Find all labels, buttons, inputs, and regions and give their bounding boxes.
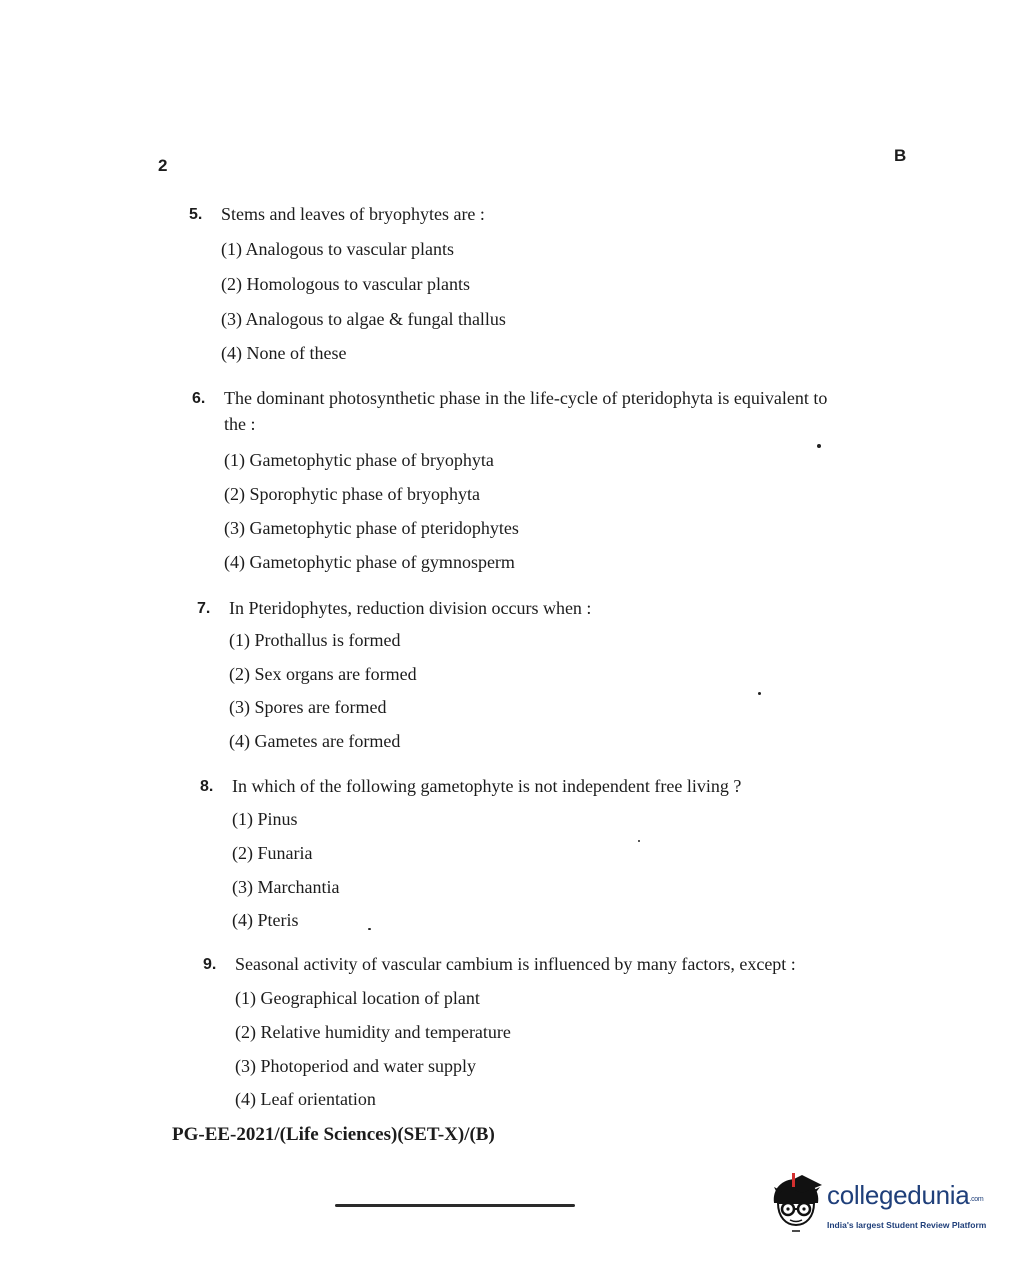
question-7 (197, 596, 897, 756)
scan-speck (817, 444, 821, 448)
scan-speck (368, 928, 371, 930)
question-text: Stems and leaves of bryophytes are : (221, 204, 485, 224)
option-3: (3) Marchantia (232, 877, 340, 897)
option-2: (2) Sporophytic phase of bryophyta (224, 484, 480, 504)
option-3: (3) Analogous to algae & fungal thallus (221, 309, 506, 329)
option-1: (1) Geographical location of plant (235, 988, 480, 1008)
option-1: (1) Gametophytic phase of bryophyta (224, 450, 494, 470)
option-2: (2) Funaria (232, 843, 313, 863)
option-1: (1) Prothallus is formed (229, 630, 401, 650)
divider-line (335, 1204, 575, 1207)
paper-code: PG-EE-2021/(Life Sciences)(SET-X)/(B) (172, 1124, 495, 1145)
question-text: The dominant photosynthetic phase in the life-cycle of pteridophyta is equivalent to (224, 388, 828, 408)
question-text-continued: the : (224, 414, 256, 434)
set-code: B (894, 146, 907, 165)
brand-tagline: India's largest Student Review Platform (827, 1220, 987, 1230)
option-4: (4) None of these (221, 343, 347, 363)
option-2: (2) Homologous to vascular plants (221, 274, 470, 294)
option-3: (3) Gametophytic phase of pteridophytes (224, 518, 519, 538)
option-2: (2) Sex organs are formed (229, 664, 417, 684)
option-3: (3) Spores are formed (229, 697, 387, 717)
question-text: In which of the following gametophyte is not independent free living ? (232, 776, 742, 796)
question-number: 8. (200, 778, 214, 795)
scan-speck (638, 840, 640, 842)
question-number: 9. (203, 956, 217, 973)
question-number: 7. (197, 600, 211, 617)
question-number: 6. (192, 390, 206, 407)
question-text: Seasonal activity of vascular cambium is influenced by many factors, except : (235, 954, 796, 974)
question-5 (189, 202, 889, 372)
brand-domain: .com (969, 1196, 984, 1203)
question-8 (200, 774, 900, 934)
option-2: (2) Relative humidity and temperature (235, 1022, 511, 1042)
option-3: (3) Photoperiod and water supply (235, 1056, 476, 1076)
question-number: 5. (189, 206, 203, 223)
question-9 (203, 952, 903, 1117)
question-6 (192, 386, 902, 581)
option-1: (1) Pinus (232, 809, 298, 829)
collegedunia-logo[interactable] (768, 1173, 998, 1233)
option-4: (4) Gametes are formed (229, 731, 401, 751)
option-1: (1) Analogous to vascular plants (221, 239, 454, 259)
option-4: (4) Leaf orientation (235, 1089, 376, 1109)
question-text: In Pteridophytes, reduction division occurs when : (229, 598, 592, 618)
brand-name: collegedunia.com (827, 1180, 984, 1210)
scan-speck (758, 692, 761, 695)
option-4: (4) Pteris (232, 910, 299, 930)
option-4: (4) Gametophytic phase of gymnosperm (224, 552, 515, 572)
page-number: 2 (158, 156, 168, 175)
mascot-icon (768, 1173, 826, 1233)
